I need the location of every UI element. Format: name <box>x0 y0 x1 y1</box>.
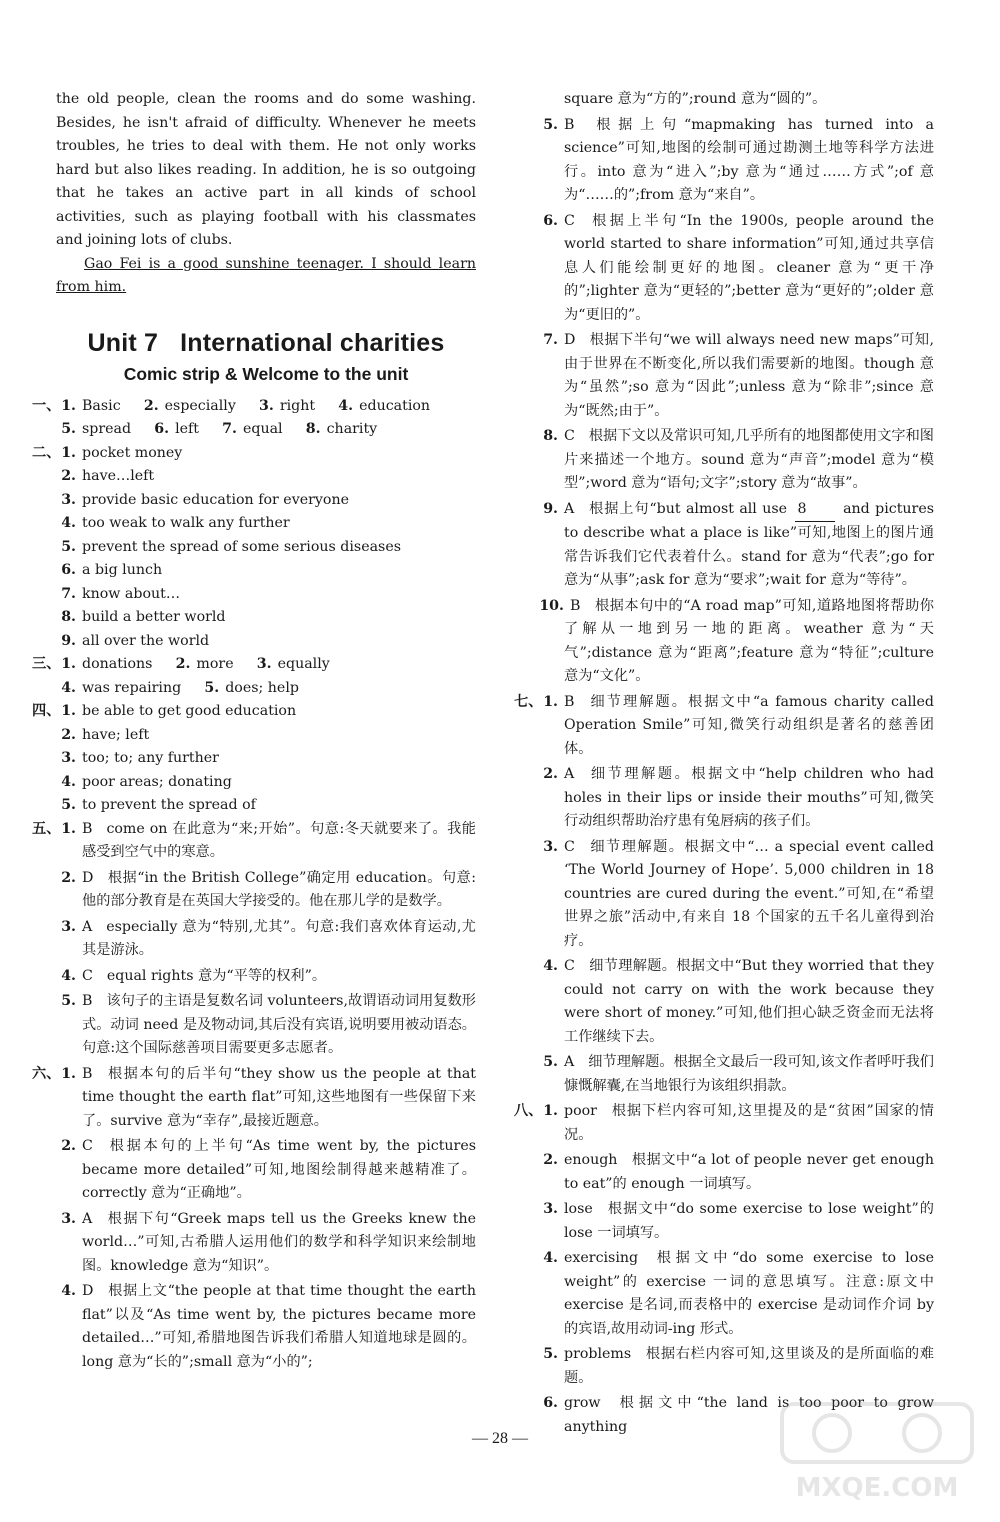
answer-choice: exercising <box>564 1250 639 1266</box>
question-number: 1. <box>61 820 76 837</box>
explanation-item <box>538 1149 934 1196</box>
answer-line <box>56 771 476 795</box>
answer-text: equal <box>242 421 283 437</box>
question-number: 3. <box>259 397 274 414</box>
part-8 <box>514 1100 934 1439</box>
blank-number: 8 <box>795 498 835 523</box>
question-number: 5. <box>61 421 76 437</box>
explanation-text: 根据文中“do some exercise to lose weight”的 lose 一词填写。 <box>564 1201 934 1241</box>
explanation-item <box>538 498 934 593</box>
essay-paragraph <box>56 88 476 300</box>
answer-choice: D <box>82 869 94 886</box>
answer-line <box>56 489 476 513</box>
question-number: 8. <box>61 609 76 625</box>
answer-line <box>56 559 476 583</box>
answer-text: to prevent the spread of <box>82 797 256 813</box>
part-5 <box>32 818 476 1061</box>
section-label: 一、 <box>32 397 61 414</box>
answer-text: spread <box>82 421 132 437</box>
essay-conclusion: Gao Fei is a good sunshine teenager. I should learn from him. <box>56 255 476 295</box>
answer-choice: B <box>564 116 575 133</box>
answer-choice: C <box>82 1138 93 1154</box>
explanation-text: 根据下文以及常识可知,几乎所有的地图都使用文字和图片来描述一个地方。sound 意为“声音”;model 意为“模型”;word 意为“语句;文字”;story 意为“故事”。 <box>564 428 934 491</box>
answer-pair <box>56 421 131 437</box>
question-number: 9. <box>543 500 558 517</box>
section-label: 六、 <box>32 1065 61 1082</box>
explanation-item <box>538 329 934 423</box>
continuation-line: square 意为“方的”;round 意为“圆的”。 <box>564 91 827 107</box>
explanation-text: equal rights 意为“平等的权利”。 <box>106 967 327 984</box>
answer-text: especially <box>164 397 236 414</box>
answer-text: all over the world <box>82 632 210 649</box>
explanation-item <box>56 1208 476 1279</box>
page-number: — 28 — <box>472 1430 528 1447</box>
answer-line <box>56 465 476 489</box>
section-label: 八、 <box>514 1103 543 1119</box>
part-4 <box>32 700 476 818</box>
question-number: 3. <box>61 918 76 935</box>
explanation-text: 根据文中“the land is too poor to grow anything <box>564 1395 934 1435</box>
answer-choice: B <box>570 597 581 614</box>
answer-text: prevent the spread of some serious diseases <box>82 538 402 555</box>
answer-pair <box>56 656 152 672</box>
answer-pair <box>333 398 430 414</box>
answer-line <box>56 442 476 466</box>
answer-row <box>56 677 476 701</box>
explanation-item <box>538 114 934 208</box>
answer-text: more <box>196 656 234 672</box>
question-number: 1. <box>61 444 76 461</box>
left-column <box>32 88 476 1376</box>
question-number: 4. <box>61 679 76 696</box>
right-column <box>514 88 934 1441</box>
answer-text: too weak to walk any further <box>82 515 290 531</box>
answer-text: pocket money <box>82 444 183 461</box>
answer-text: know about… <box>82 585 181 602</box>
section-label: 七、 <box>514 693 543 710</box>
section-label: 四、 <box>32 703 61 719</box>
answer-text: build a better world <box>82 609 226 625</box>
explanation-text: 细节理解题。根据文中“… a special event called ‘The World Journey of Hope’. 5,000 children in 18 countries are cured during the event.”可知,在“希望世界之旅”活动中,有来自 18 个国家的五千名儿童得到治疗。 <box>564 838 934 949</box>
question-number: 7. <box>222 421 237 437</box>
part-1 <box>32 395 476 442</box>
answer-choice: C <box>564 212 575 229</box>
answer-pair <box>301 421 378 437</box>
explanation-item <box>538 595 934 689</box>
question-number: 9. <box>61 632 76 649</box>
section-label: 五、 <box>32 820 61 837</box>
part-6-continued <box>538 88 934 689</box>
answer-text: have; left <box>82 726 150 743</box>
answer-choice: B <box>82 1065 93 1082</box>
question-number: 4. <box>543 958 558 974</box>
answer-line <box>56 512 476 536</box>
question-number: 5. <box>204 679 220 696</box>
question-number: 6. <box>154 421 170 437</box>
question-number: 2. <box>175 656 191 672</box>
question-number: 6. <box>61 562 76 578</box>
question-number: 3. <box>256 656 272 672</box>
answer-choice: B <box>82 820 93 837</box>
question-number: 5. <box>61 993 76 1009</box>
answer-choice: D <box>564 332 576 348</box>
question-number: 7. <box>543 332 558 348</box>
question-number: 5. <box>543 116 558 133</box>
explanation-text: 根据文中“a lot of people never get enough to eat”的 enough 一词填写。 <box>564 1152 934 1192</box>
left-answer-sections <box>32 395 476 1375</box>
answer-choice: C <box>564 428 575 444</box>
answer-line <box>56 583 476 607</box>
explanation-item <box>56 867 476 914</box>
explanation-text: 根据文中“do some exercise to lose weight”的 exercise 一词的意思填写。注意:原文中 exercise 是名词,而表格中的 exercise 是动词作介词 by 的宾语,故用动词-ing 形式。 <box>564 1250 934 1337</box>
answer-pair <box>149 421 199 437</box>
explanation-item <box>56 1063 476 1134</box>
question-number: 1. <box>61 397 76 414</box>
answer-line <box>56 794 476 818</box>
question-number: 2. <box>61 468 76 484</box>
answer-pair <box>217 421 283 437</box>
answer-text: right <box>279 397 316 414</box>
question-number: 1. <box>543 693 558 710</box>
explanation-text: 细节理解题。根据文中“help children who had holes in their lips or inside their mouths”可知,微笑行动组织帮助治疗患有兔唇病的孩子们。 <box>564 766 934 829</box>
question-number: 10. <box>539 597 564 614</box>
explanation-item <box>56 1135 476 1206</box>
explanation-text: 细节理解题。根据全文最后一段可知,该文作者呼吁我们慷慨解囊,在当地银行为该组织捐款。 <box>564 1054 934 1094</box>
answer-text: education <box>359 397 431 414</box>
question-number: 5. <box>61 538 76 555</box>
question-number: 4. <box>543 1250 558 1266</box>
question-number: 7. <box>61 585 76 602</box>
answer-choice: problems <box>564 1346 632 1362</box>
question-number: 4. <box>338 397 354 414</box>
question-number: 4. <box>61 773 76 790</box>
question-number: 3. <box>61 1210 76 1227</box>
explanation-text: come on 在此意为“来;开始”。句意:冬天就要来了。我能感受到空气中的寒意。 <box>82 820 476 860</box>
question-number: 6. <box>543 1395 558 1411</box>
answer-choice: B <box>564 693 575 710</box>
explanation-text: 根据下句“Greek maps tell us the Greeks knew the world…”可知,古希腊人运用他们的数学和科学知识来绘制地图。knowledge 意为“知识”。 <box>82 1210 476 1274</box>
answer-text: provide basic education for everyone <box>82 491 349 508</box>
explanation-item <box>538 1100 934 1147</box>
answer-pair <box>139 398 236 414</box>
explanation-text: especially 意为“特别,尤其”。句意:我们喜欢体育运动,尤其是游泳。 <box>82 918 476 958</box>
explanation-item <box>538 836 934 954</box>
explanation-text: 根据本句的上半句“As time went by, the pictures became more detailed”可知,地图绘制得越来越精准了。correctly 意为“正确地”。 <box>82 1138 476 1201</box>
explanation-item <box>56 916 476 963</box>
answer-choice: C <box>564 958 575 974</box>
explanation-item <box>56 965 476 989</box>
answer-text: poor areas; donating <box>82 773 232 790</box>
explanation-text: 根据本句中的“A road map”可知,道路地图将帮助你了解从一地到另一地的距离。weather 意为“天气”;distance 意为“距离”;feature 意为“特征”;culture 意为“文化”。 <box>564 597 934 684</box>
explanation-item <box>538 425 934 496</box>
answer-line <box>56 700 476 724</box>
explanation-item <box>538 1343 934 1390</box>
explanation-text: 细节理解题。根据文中“a famous charity called Operation Smile”可知,微笑行动组织是著名的慈善团体。 <box>564 693 934 757</box>
answer-choice: A <box>82 1210 93 1227</box>
question-number: 3. <box>543 1201 558 1217</box>
question-number: 3. <box>543 838 558 855</box>
answer-pair <box>56 680 181 696</box>
question-number: 2. <box>61 869 76 886</box>
part-6 <box>32 1063 476 1375</box>
explanation-text: 根据上句“mapmaking has turned into a science”可知,地图的绘制可通过勘测土地等科学方法进行。into 意为“进入”;by 意为“通过……方式”;of 意为“……的”;from 意为“来自”。 <box>564 116 934 203</box>
answer-line <box>56 606 476 630</box>
question-number: 2. <box>61 1138 76 1154</box>
explanation-item <box>538 210 934 328</box>
explanation-text: 根据上半句“In the 1900s, people around the world started to share information”可知,通过共享信息人们能绘制更好的地图。cleaner 意为“更干净的”;lighter 意为“更轻的”;better 意为“更好的”;older 意为“更旧的”。 <box>564 212 934 323</box>
question-number: 8. <box>305 421 321 437</box>
part-3 <box>32 653 476 700</box>
answer-choice: A <box>564 500 575 517</box>
answer-pair <box>170 656 233 672</box>
question-number: 2. <box>543 766 558 782</box>
answer-text: too; to; any further <box>82 750 219 766</box>
watermark-logo <box>772 1396 982 1506</box>
svg-text:MXQE.COM: MXQE.COM <box>795 1473 959 1503</box>
answer-row <box>56 395 476 419</box>
answer-pair <box>254 398 315 414</box>
explanation-text: 根据上句“but almost all use <box>588 500 788 517</box>
question-number: 2. <box>143 397 159 414</box>
answer-choice: A <box>564 1054 575 1070</box>
answer-choice: C <box>82 967 93 984</box>
question-number: 3. <box>61 491 76 508</box>
answer-pair <box>56 398 121 414</box>
answer-text: donations <box>82 656 153 672</box>
unit-number: Unit 7 <box>87 328 159 357</box>
question-number: 6. <box>543 212 558 229</box>
answer-choice: B <box>82 993 93 1009</box>
explanation-item <box>538 1247 934 1341</box>
essay-body: the old people, clean the rooms and do some washing. Besides, he isn't afraid of difficulty. Whenever he meets troubles, he tries to deal with them. He not only works hard but also likes reading. In addition, he is so outgoing that he takes an active part in all kinds of school activities, such as playing football with his classmates and joining lots of clubs. <box>56 91 476 248</box>
question-number: 2. <box>543 1152 558 1168</box>
answer-choice: poor <box>564 1103 597 1119</box>
answer-line <box>56 630 476 654</box>
unit-title <box>56 328 476 357</box>
answer-row <box>56 653 476 677</box>
answer-text: does; help <box>225 679 299 696</box>
answer-text: was repairing <box>82 679 182 696</box>
answer-text: left <box>175 421 199 437</box>
explanation-item <box>56 1280 476 1374</box>
answer-text: have…left <box>82 468 155 484</box>
question-number: 8. <box>543 428 558 444</box>
answer-pair <box>199 680 299 696</box>
question-number: 4. <box>61 515 76 531</box>
explanation-text: 该句子的主语是复数名词 volunteers,故谓语动词用复数形式。动词 need 是及物动词,其后没有宾语,说明要用被动语态。句意:这个国际慈善项目需要更多志愿者。 <box>82 993 476 1056</box>
answer-line <box>56 536 476 560</box>
part-2 <box>32 442 476 654</box>
question-number: 3. <box>61 750 76 766</box>
explanation-text: 根据下半句“we will always need new maps”可知,由于世界在不断变化,所以我们需要新的地图。though 意为“虽然”;so 意为“因此”;unless 意为“除非”;since 意为“既然;由于”。 <box>564 332 934 419</box>
question-number: 1. <box>61 703 76 719</box>
explanation-item <box>538 763 934 834</box>
answer-line <box>56 724 476 748</box>
explanation-text: 细节理解题。根据文中“But they worried that they could not carry on with the work because they were short of money.”可知,他们担心缺乏资金而无法将工作继续下去。 <box>564 958 934 1045</box>
explanation-item <box>538 955 934 1049</box>
answer-pair <box>252 656 330 672</box>
question-number: 1. <box>61 1065 76 1082</box>
question-number: 5. <box>543 1346 558 1362</box>
answer-row <box>56 418 476 442</box>
answer-choice: A <box>82 918 93 935</box>
question-number: 2. <box>61 726 76 743</box>
answer-choice: enough <box>564 1152 618 1168</box>
question-number: 5. <box>61 797 76 813</box>
explanation-text: 根据下栏内容可知,这里提及的是“贫困”国家的情况。 <box>564 1103 934 1143</box>
question-number: 5. <box>543 1054 558 1070</box>
explanation-text: 根据上文“the people at that time thought the earth flat”以及“As time went by, the pictures became more detailed…”可知,希腊地图告诉我们希腊人知道地球是圆的。long 意为“长的”;small 意为“小的”; <box>82 1283 476 1370</box>
explanation-item <box>538 1198 934 1245</box>
explanation-item <box>538 691 934 762</box>
part-7 <box>514 691 934 1099</box>
section-label: 二、 <box>32 444 61 461</box>
explanation-text: and pictures to describe what a place is like”可知,地图上的图片通常告诉我们它代表着什么。stand for 意为“代表”;go for 意为“从事”;ask for 意为“要求”;wait for 意为“等待”。 <box>564 500 934 588</box>
question-number: 1. <box>61 656 76 672</box>
unit-name: International charities <box>180 328 445 357</box>
answer-text: equally <box>277 656 330 672</box>
explanation-text: 根据“in the British College”确定用 education。句意:他的部分教育是在英国大学接受的。他在那儿学的是数学。 <box>82 869 476 909</box>
section-title: Comic strip & Welcome to the unit <box>123 364 409 384</box>
answer-text: a big lunch <box>82 562 163 578</box>
explanation-item <box>538 1051 934 1098</box>
question-number: 4. <box>61 967 76 984</box>
explanation-text: 根据右栏内容可知,这里谈及的是所面临的难题。 <box>564 1346 934 1386</box>
section-label: 三、 <box>32 656 61 672</box>
explanation-item <box>56 990 476 1061</box>
question-number: 1. <box>543 1103 558 1119</box>
explanation-text: 根据本句的后半句“they show us the people at that time thought the earth flat”可知,这些地图有一些保留下来了。survive 意为“幸存”,最接近题意。 <box>82 1065 476 1129</box>
answer-choice: lose <box>564 1201 593 1217</box>
answer-text: charity <box>326 421 378 437</box>
answer-choice: C <box>564 838 575 855</box>
question-number: 4. <box>61 1283 76 1299</box>
answer-choice: grow <box>564 1395 601 1411</box>
answer-choice: A <box>564 766 575 782</box>
answer-text: Basic <box>82 397 121 414</box>
right-answer-sections <box>514 88 934 1439</box>
answer-text: be able to get good education <box>82 703 297 719</box>
answer-choice: D <box>82 1283 94 1299</box>
explanation-item <box>56 818 476 865</box>
answer-line <box>56 747 476 771</box>
